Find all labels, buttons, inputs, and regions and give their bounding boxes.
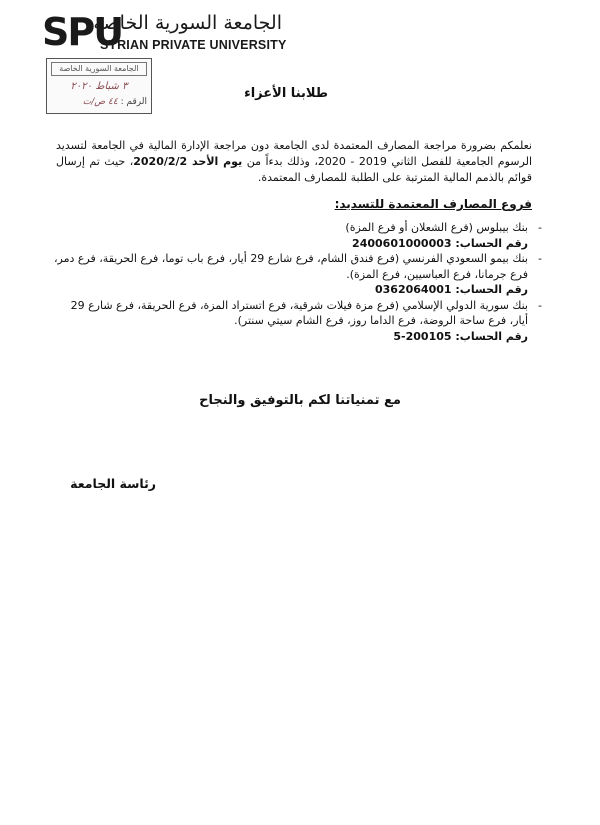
account-number: 200105-5 <box>393 329 452 343</box>
closing-line: مع تمنياتنا لكم بالتوفيق والنجاح <box>199 393 401 408</box>
body-text-date: يوم الأحد 2020/2/2 <box>133 155 243 168</box>
university-name-arabic: الجامعة السورية الخاصة <box>93 12 282 34</box>
account-line <box>50 329 528 345</box>
university-name-english: SYRIAN PRIVATE UNIVERSITY <box>100 38 287 52</box>
account-number: 2400601000003 <box>352 236 452 250</box>
stamp-ref-value: ٤٤ ص/ت <box>82 97 118 107</box>
bank-list <box>50 220 542 344</box>
account-label: رقم الحساب: <box>455 283 528 296</box>
recipient-heading: طلابنا الأعزاء <box>244 86 328 101</box>
stamp-date: ٣ شباط ٢٠٢٠ <box>70 81 128 92</box>
bank-item <box>50 220 542 251</box>
account-label: رقم الحساب: <box>455 329 528 343</box>
bank-branches: بنك بيبلوس (فرع الشعلان أو فرع المزة) <box>345 221 528 234</box>
bullet: - <box>538 252 542 265</box>
stamp-reference <box>51 97 147 107</box>
stamp-header: الجامعة السورية الخاصة <box>51 62 147 76</box>
section-title: فروع المصارف المعتمدة للتسديد: <box>334 197 532 211</box>
university-logo <box>42 8 287 56</box>
body-paragraph <box>56 138 532 186</box>
bank-item <box>50 298 542 345</box>
bullet: - <box>538 221 542 234</box>
bank-branches: بنك سورية الدولي الإسلامي (فرع مزة فيلات شرقية، فرع اتستراد المزة، فرع الحريقة، فرع شارع 29 أيار، فرع ساحة الروضة، فرع الداما روز، فرع الشام سيتي سنتر). <box>70 298 528 327</box>
account-line <box>50 236 528 252</box>
account-line <box>50 282 528 298</box>
body-text-part-1: نعلمكم بضرورة مراجعة المصارف المعتمدة لدى الجامعة دون مراجعة الإدارة المالية في الجامعة لتسديد الرسوم الجامعية للفصل الثاني 2019 - 2020، وذلك بدءاً من <box>56 139 532 168</box>
signature: رئاسة الجامعة <box>70 476 156 491</box>
bank-item <box>50 251 542 298</box>
account-number: 0362064001 <box>375 283 452 296</box>
body-text-part-2: ، حيث تم إرسال قوائم بالذمم المالية المترتبة على الطلبة للمصارف المعتمدة. <box>56 155 532 184</box>
stamp-ref-label: الرقم : <box>120 97 147 107</box>
bank-branches: بنك بيمو السعودي الفرنسي (فرع فندق الشام، فرع شارع 29 أيار، فرع باب توما، فرع الحريقة، فرع دمر، فرع جرمانا، فرع العباسيين، فرع المزة). <box>53 252 528 281</box>
bullet: - <box>538 298 542 312</box>
reference-stamp <box>46 58 152 114</box>
account-label: رقم الحساب: <box>455 236 528 250</box>
logo-mark: SPU <box>42 10 123 54</box>
